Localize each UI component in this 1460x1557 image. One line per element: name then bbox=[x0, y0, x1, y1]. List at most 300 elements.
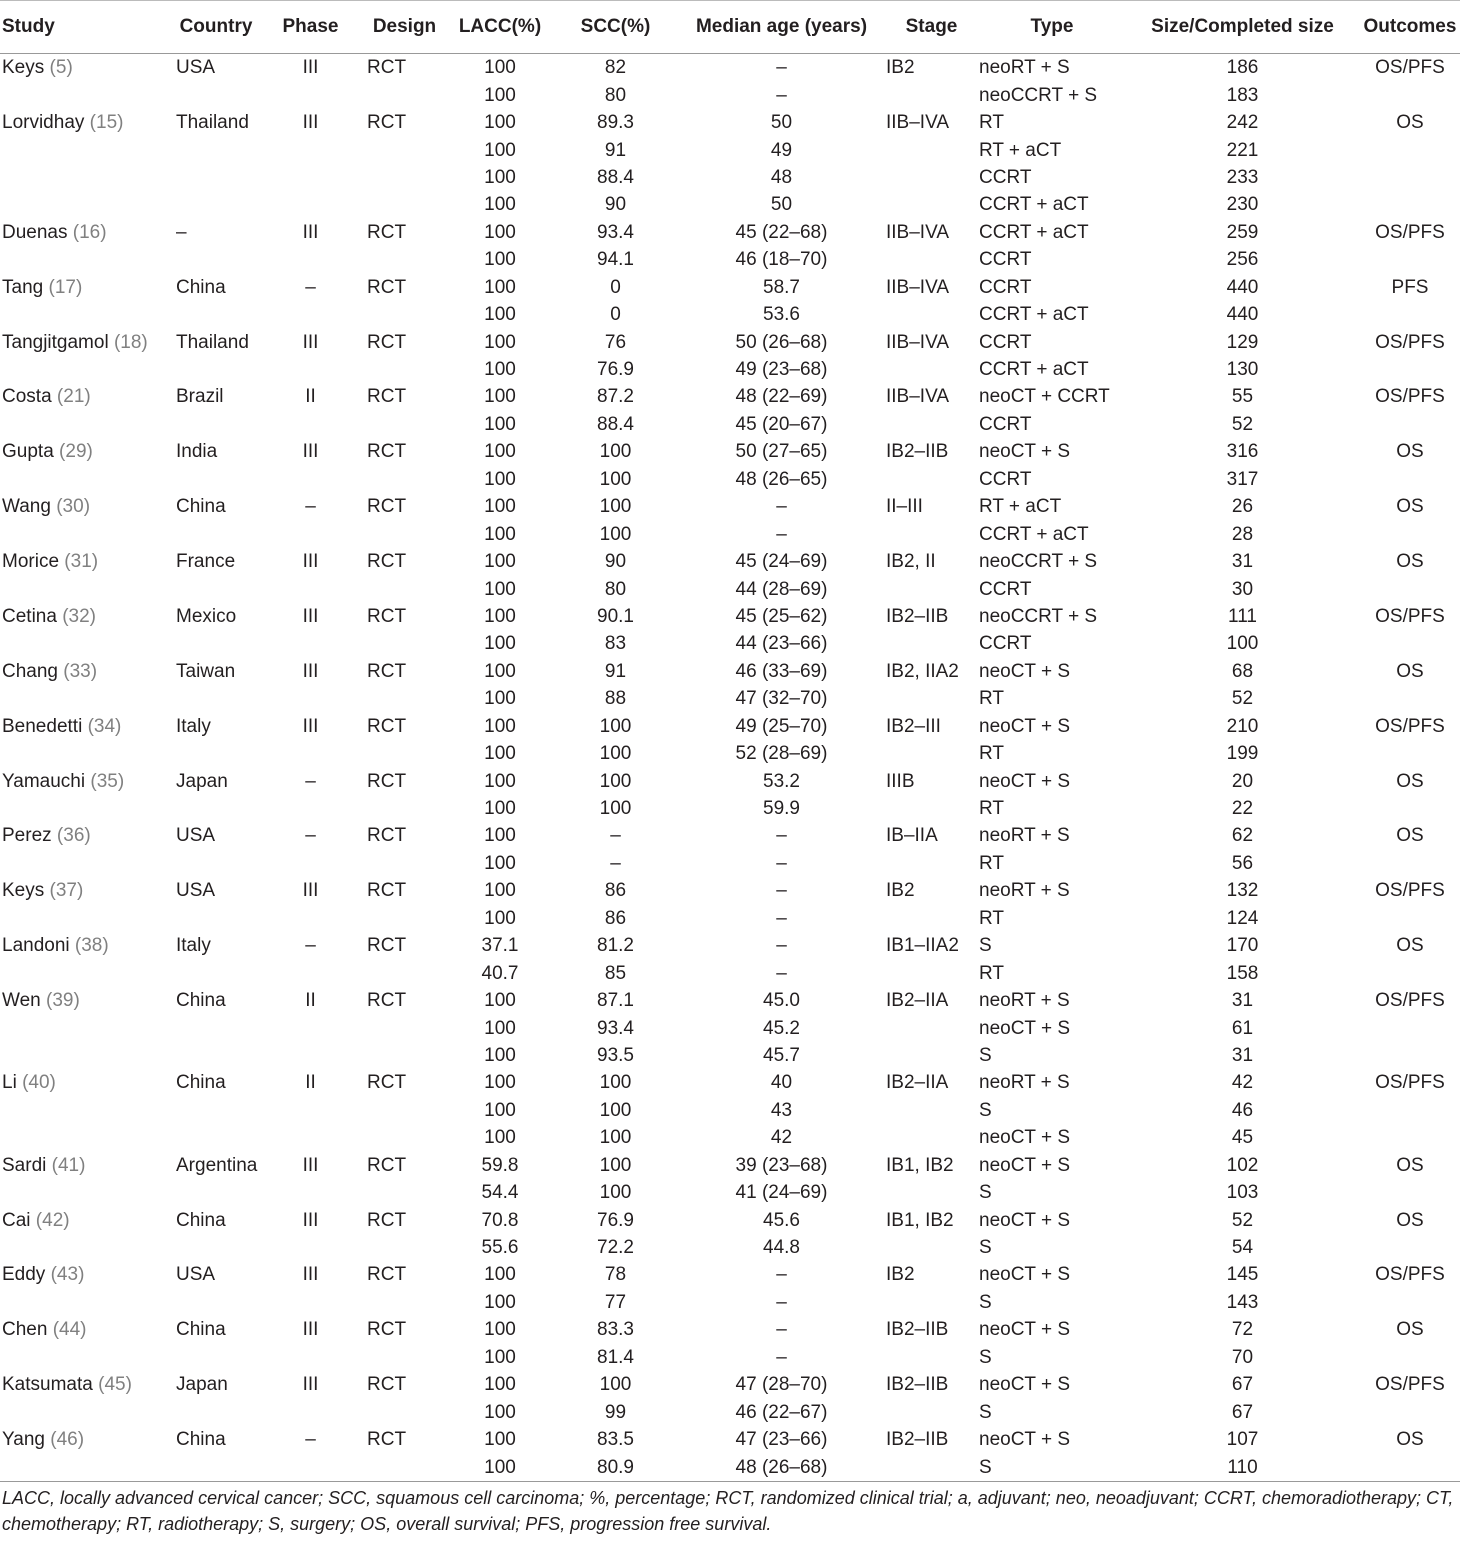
cell-stage bbox=[884, 1289, 979, 1316]
cell-stage bbox=[884, 1179, 979, 1206]
table-row bbox=[0, 274, 1460, 301]
cell-size: 28 bbox=[1231, 523, 1254, 545]
table-header bbox=[0, 1, 1460, 54]
cell-type: RT + aCT bbox=[979, 496, 1062, 518]
cell-stage bbox=[884, 466, 979, 493]
cell-lacc: 100 bbox=[484, 1319, 516, 1341]
cell-type: neoRT + S bbox=[979, 57, 1070, 79]
cell-phase bbox=[260, 520, 361, 547]
cell-outcomes bbox=[1360, 411, 1460, 438]
cell-size: 440 bbox=[1226, 276, 1259, 298]
table-row bbox=[0, 520, 1460, 547]
table-row bbox=[0, 795, 1460, 822]
cell-lacc: 70.8 bbox=[481, 1209, 519, 1231]
cell-median-age: – bbox=[776, 1291, 787, 1313]
cell-study bbox=[0, 548, 172, 575]
study-reference: (39) bbox=[46, 990, 80, 1012]
cell-outcomes bbox=[1360, 1234, 1460, 1261]
cell-scc: 100 bbox=[599, 1154, 632, 1176]
cell-phase bbox=[260, 1344, 361, 1371]
cell-country bbox=[172, 301, 260, 328]
cell-phase bbox=[260, 630, 361, 657]
cell-design: RCT bbox=[367, 331, 407, 353]
cell-type: neoCT + S bbox=[979, 1374, 1071, 1396]
study-name: Cetina bbox=[2, 605, 57, 627]
table-row bbox=[0, 356, 1460, 383]
cell-scc: 77 bbox=[604, 1291, 627, 1313]
cell-design: RCT bbox=[367, 496, 407, 518]
cell-lacc: 100 bbox=[484, 84, 516, 106]
cell-outcomes bbox=[1360, 1453, 1460, 1481]
study-name: Keys bbox=[2, 880, 45, 902]
cell-type: S bbox=[979, 1044, 992, 1066]
cell-size: 67 bbox=[1231, 1374, 1254, 1396]
cell-median-age: 49 (23–68) bbox=[735, 359, 828, 381]
study-reference: (40) bbox=[22, 1072, 56, 1094]
cell-size: 100 bbox=[1226, 633, 1259, 655]
reference-number: 42 bbox=[42, 1209, 64, 1231]
cell-design bbox=[361, 575, 448, 602]
cell-size: 31 bbox=[1231, 990, 1254, 1012]
cell-phase: III bbox=[302, 331, 319, 353]
cell-outcomes: OS/PFS bbox=[1375, 386, 1445, 408]
cell-phase bbox=[260, 191, 361, 218]
header-country: Country bbox=[172, 1, 260, 54]
cell-phase bbox=[260, 959, 361, 986]
cell-median-age: 49 bbox=[770, 139, 793, 161]
cell-phase: III bbox=[302, 1154, 319, 1176]
cell-stage: IB2 bbox=[886, 57, 915, 79]
reference-number: 41 bbox=[57, 1154, 80, 1176]
cell-design: RCT bbox=[367, 990, 407, 1012]
cell-size: 103 bbox=[1226, 1182, 1259, 1204]
cell-lacc: 100 bbox=[484, 441, 516, 463]
cell-median-age: – bbox=[776, 1319, 787, 1341]
cell-type: CCRT bbox=[979, 468, 1032, 490]
cell-country bbox=[172, 1042, 260, 1069]
cell-size: 143 bbox=[1226, 1291, 1259, 1313]
cell-stage bbox=[884, 959, 979, 986]
cell-design bbox=[361, 191, 448, 218]
cell-lacc: 100 bbox=[484, 1374, 516, 1396]
cell-size: 130 bbox=[1226, 359, 1259, 381]
cell-outcomes bbox=[1360, 1097, 1460, 1124]
cell-stage bbox=[884, 1124, 979, 1151]
study-reference: (15) bbox=[89, 112, 124, 134]
cell-type: neoCCRT + S bbox=[979, 551, 1098, 573]
cell-scc: 100 bbox=[599, 1182, 632, 1204]
cell-design: RCT bbox=[367, 551, 407, 573]
cell-type: CCRT bbox=[979, 633, 1032, 655]
cell-scc: – bbox=[610, 825, 621, 847]
cell-stage bbox=[884, 520, 979, 547]
cell-lacc: 100 bbox=[484, 468, 516, 490]
cell-stage bbox=[884, 630, 979, 657]
cell-country bbox=[172, 1453, 260, 1481]
table-row bbox=[0, 1042, 1460, 1069]
cell-median-age: – bbox=[776, 523, 787, 545]
cell-stage bbox=[884, 905, 979, 932]
cell-scc: 100 bbox=[599, 743, 632, 765]
cell-type: RT bbox=[979, 798, 1004, 820]
cell-study bbox=[0, 1289, 172, 1316]
cell-size: 45 bbox=[1231, 1127, 1254, 1149]
table-body bbox=[0, 54, 1460, 1482]
reference-number: 21 bbox=[63, 386, 85, 408]
cell-country bbox=[172, 246, 260, 273]
cell-outcomes bbox=[1360, 575, 1460, 602]
cell-median-age: 44 (23–66) bbox=[735, 633, 828, 655]
cell-design bbox=[361, 1234, 448, 1261]
cell-design bbox=[361, 1014, 448, 1041]
cell-size: 132 bbox=[1226, 880, 1259, 902]
cell-phase bbox=[260, 1289, 361, 1316]
table-row bbox=[0, 493, 1460, 520]
table-row bbox=[0, 877, 1460, 904]
cell-lacc: 100 bbox=[484, 770, 516, 792]
cell-phase: – bbox=[305, 1429, 316, 1451]
cell-type: neoCT + S bbox=[979, 1429, 1071, 1451]
reference-number: 29 bbox=[65, 441, 87, 463]
cell-stage: IB1, IB2 bbox=[886, 1154, 954, 1176]
table-row bbox=[0, 630, 1460, 657]
cell-scc: 76.9 bbox=[597, 359, 634, 381]
cell-outcomes bbox=[1360, 905, 1460, 932]
cell-outcomes bbox=[1360, 740, 1460, 767]
reference-number: 45 bbox=[104, 1374, 126, 1396]
cell-stage: IB2–IIA bbox=[886, 990, 949, 1012]
cell-stage: IB2–III bbox=[886, 715, 941, 737]
cell-median-age: – bbox=[776, 84, 787, 106]
cell-study bbox=[0, 466, 172, 493]
cell-size: 317 bbox=[1226, 468, 1259, 490]
cell-outcomes: OS bbox=[1396, 1429, 1424, 1451]
cell-outcomes bbox=[1360, 630, 1460, 657]
study-reference: (44) bbox=[52, 1319, 87, 1341]
cell-lacc: 100 bbox=[484, 880, 516, 902]
study-name: Wang bbox=[2, 496, 51, 518]
cell-study bbox=[0, 54, 172, 82]
cell-median-age: 47 (28–70) bbox=[735, 1374, 828, 1396]
cell-outcomes bbox=[1360, 1344, 1460, 1371]
cell-design bbox=[361, 1453, 448, 1481]
cell-study bbox=[0, 905, 172, 932]
cell-stage bbox=[884, 1042, 979, 1069]
study-name: Wen bbox=[2, 990, 41, 1012]
table-row bbox=[0, 1152, 1460, 1179]
reference-number: 32 bbox=[68, 605, 90, 627]
cell-stage: IB–IIA bbox=[886, 825, 938, 847]
cell-stage bbox=[884, 1234, 979, 1261]
cell-design: RCT bbox=[367, 1429, 407, 1451]
cell-stage bbox=[884, 575, 979, 602]
cell-stage: IB2–IIA bbox=[886, 1072, 949, 1094]
cell-type: neoCT + S bbox=[979, 1209, 1071, 1231]
cell-outcomes: OS/PFS bbox=[1375, 221, 1445, 243]
cell-size: 20 bbox=[1231, 770, 1254, 792]
cell-median-age: 48 (26–65) bbox=[735, 468, 828, 490]
cell-phase bbox=[260, 905, 361, 932]
cell-size: 259 bbox=[1226, 221, 1259, 243]
cell-size: 70 bbox=[1231, 1346, 1254, 1368]
header-scc: SCC(%) bbox=[552, 1, 679, 54]
cell-size: 107 bbox=[1226, 1429, 1259, 1451]
cell-phase bbox=[260, 164, 361, 191]
header-row bbox=[0, 1, 1460, 54]
study-reference: (21) bbox=[56, 386, 91, 408]
cell-outcomes: OS/PFS bbox=[1375, 1264, 1445, 1286]
cell-country bbox=[172, 959, 260, 986]
cell-median-age: 49 (25–70) bbox=[735, 715, 828, 737]
cell-size: 124 bbox=[1226, 907, 1259, 929]
cell-stage bbox=[884, 136, 979, 163]
cell-design: RCT bbox=[367, 770, 407, 792]
cell-study bbox=[0, 1426, 172, 1453]
cell-type: neoCCRT + S bbox=[979, 84, 1098, 106]
cell-study bbox=[0, 219, 172, 246]
cell-country bbox=[172, 905, 260, 932]
cell-size: 170 bbox=[1226, 935, 1259, 957]
cell-size: 233 bbox=[1226, 166, 1259, 188]
cell-outcomes bbox=[1360, 850, 1460, 877]
cell-size: 56 bbox=[1231, 852, 1254, 874]
cell-study bbox=[0, 274, 172, 301]
cell-median-age: 45.7 bbox=[763, 1044, 800, 1066]
cell-study bbox=[0, 1261, 172, 1288]
study-name: Keys bbox=[2, 57, 45, 79]
cell-design bbox=[361, 466, 448, 493]
cell-lacc: 55.6 bbox=[481, 1237, 519, 1259]
cell-study bbox=[0, 1206, 172, 1233]
cell-lacc: 100 bbox=[484, 1264, 516, 1286]
study-reference: (30) bbox=[56, 496, 91, 518]
table-row bbox=[0, 54, 1460, 82]
header-stage: Stage bbox=[884, 1, 979, 54]
study-reference: (46) bbox=[50, 1429, 85, 1451]
cell-study bbox=[0, 932, 172, 959]
cell-design: RCT bbox=[367, 1264, 407, 1286]
cell-country: Taiwan bbox=[176, 660, 236, 682]
cell-lacc: 100 bbox=[484, 496, 516, 518]
table-row bbox=[0, 383, 1460, 410]
cell-lacc: 100 bbox=[484, 1127, 516, 1149]
reference-number: 30 bbox=[62, 496, 84, 518]
cell-scc: 93.4 bbox=[597, 1017, 634, 1039]
table-row bbox=[0, 1453, 1460, 1481]
cell-phase bbox=[260, 1179, 361, 1206]
cell-median-age: – bbox=[776, 1264, 787, 1286]
cell-stage bbox=[884, 740, 979, 767]
cell-type: CCRT + aCT bbox=[979, 304, 1089, 326]
cell-lacc: 100 bbox=[484, 1099, 516, 1121]
table-row bbox=[0, 1234, 1460, 1261]
cell-phase bbox=[260, 1042, 361, 1069]
cell-scc: 93.4 bbox=[597, 221, 634, 243]
cell-stage: IB2 bbox=[886, 1264, 915, 1286]
cell-type: S bbox=[979, 1237, 992, 1259]
cell-type: S bbox=[979, 1099, 992, 1121]
cell-scc: 85 bbox=[604, 962, 627, 984]
cell-phase bbox=[260, 466, 361, 493]
cell-type: RT bbox=[979, 907, 1004, 929]
table-row bbox=[0, 1289, 1460, 1316]
study-name: Perez bbox=[2, 825, 52, 847]
cell-lacc: 100 bbox=[484, 386, 516, 408]
table-row bbox=[0, 850, 1460, 877]
cell-study bbox=[0, 630, 172, 657]
table-row bbox=[0, 603, 1460, 630]
cell-phase bbox=[260, 685, 361, 712]
cell-outcomes: OS/PFS bbox=[1375, 1374, 1445, 1396]
cell-stage: II–III bbox=[886, 496, 923, 518]
cell-country bbox=[172, 795, 260, 822]
cell-design: RCT bbox=[367, 441, 407, 463]
cell-size: 145 bbox=[1226, 1264, 1259, 1286]
cell-scc: 76 bbox=[604, 331, 627, 353]
cell-median-age: 44.8 bbox=[763, 1237, 800, 1259]
cell-study bbox=[0, 713, 172, 740]
cell-lacc: 100 bbox=[484, 907, 516, 929]
table-row bbox=[0, 246, 1460, 273]
cell-design bbox=[361, 740, 448, 767]
cell-size: 111 bbox=[1228, 605, 1257, 627]
cell-median-age: – bbox=[776, 825, 787, 847]
cell-design bbox=[361, 136, 448, 163]
cell-country bbox=[172, 1344, 260, 1371]
cell-study bbox=[0, 246, 172, 273]
cell-size: 52 bbox=[1231, 413, 1254, 435]
cell-study bbox=[0, 822, 172, 849]
cell-outcomes bbox=[1360, 685, 1460, 712]
cell-lacc: 100 bbox=[484, 578, 516, 600]
cell-country: China bbox=[176, 1209, 226, 1231]
cell-size: 68 bbox=[1231, 660, 1254, 682]
cell-median-age: 47 (23–66) bbox=[735, 1429, 828, 1451]
cell-type: S bbox=[979, 1182, 992, 1204]
cell-scc: 93.5 bbox=[597, 1044, 634, 1066]
table-row bbox=[0, 81, 1460, 108]
cell-country bbox=[172, 164, 260, 191]
cell-study bbox=[0, 1097, 172, 1124]
table-row bbox=[0, 713, 1460, 740]
cell-country: Argentina bbox=[176, 1154, 258, 1176]
cell-outcomes bbox=[1360, 1124, 1460, 1151]
cell-study bbox=[0, 959, 172, 986]
cell-country bbox=[172, 575, 260, 602]
cell-type: neoCT + S bbox=[979, 1264, 1071, 1286]
cell-stage bbox=[884, 81, 979, 108]
cell-country: Italy bbox=[176, 935, 211, 957]
cell-outcomes: OS/PFS bbox=[1375, 331, 1445, 353]
cell-type: neoCT + S bbox=[979, 715, 1071, 737]
table-row bbox=[0, 575, 1460, 602]
cell-stage bbox=[884, 411, 979, 438]
cell-country: Japan bbox=[176, 1374, 228, 1396]
reference-number: 33 bbox=[69, 660, 91, 682]
cell-median-age: 45.0 bbox=[763, 990, 800, 1012]
cell-type: S bbox=[979, 1291, 992, 1313]
cell-outcomes: OS/PFS bbox=[1375, 57, 1445, 79]
cell-scc: 81.2 bbox=[597, 935, 634, 957]
cell-size: 110 bbox=[1125, 1453, 1360, 1481]
cell-design bbox=[361, 1344, 448, 1371]
cell-size: 221 bbox=[1226, 139, 1259, 161]
cell-size: 230 bbox=[1226, 194, 1259, 216]
cell-phase: – bbox=[305, 935, 316, 957]
cell-scc: 100 bbox=[599, 715, 632, 737]
study-reference: (29) bbox=[59, 441, 93, 463]
cell-size: 22 bbox=[1231, 798, 1254, 820]
cell-outcomes: OS bbox=[1396, 112, 1424, 134]
study-reference: (18) bbox=[113, 331, 148, 353]
table-row bbox=[0, 1097, 1460, 1124]
table-row bbox=[0, 1069, 1460, 1096]
study-name: Lorvidhay bbox=[2, 112, 85, 134]
cell-type: CCRT bbox=[979, 166, 1032, 188]
table-row bbox=[0, 822, 1460, 849]
cell-median-age: 46 (22–67) bbox=[735, 1401, 828, 1423]
cell-outcomes bbox=[1360, 1398, 1460, 1425]
cell-type: RT bbox=[979, 852, 1004, 874]
cell-phase bbox=[260, 850, 361, 877]
cell-phase: – bbox=[305, 276, 316, 298]
cell-scc: 100 bbox=[599, 468, 632, 490]
reference-number: 5 bbox=[55, 57, 67, 79]
cell-study bbox=[0, 109, 172, 136]
reference-number: 40 bbox=[28, 1072, 50, 1094]
cell-scc: 83.3 bbox=[597, 1319, 634, 1341]
reference-number: 39 bbox=[52, 990, 74, 1012]
study-name: Landoni bbox=[2, 935, 70, 957]
cell-phase: II bbox=[305, 990, 316, 1012]
cell-design bbox=[361, 411, 448, 438]
cell-design bbox=[361, 301, 448, 328]
study-name: Gupta bbox=[2, 441, 54, 463]
cell-country bbox=[172, 1014, 260, 1041]
table-row bbox=[0, 932, 1460, 959]
cell-phase: III bbox=[302, 221, 319, 243]
cell-study bbox=[0, 987, 172, 1014]
study-name: Tangjitgamol bbox=[2, 331, 109, 353]
table-row bbox=[0, 466, 1460, 493]
cell-median-age: 44 (28–69) bbox=[735, 578, 828, 600]
cell-scc: 0 bbox=[610, 276, 621, 298]
cell-median-age: 48 (22–69) bbox=[735, 386, 828, 408]
cell-outcomes bbox=[1360, 1042, 1460, 1069]
cell-scc: 83 bbox=[604, 633, 627, 655]
cell-country bbox=[172, 411, 260, 438]
cell-type: neoCT + S bbox=[979, 1017, 1071, 1039]
cell-stage bbox=[884, 1344, 979, 1371]
cell-study bbox=[0, 493, 172, 520]
reference-number: 34 bbox=[93, 715, 116, 737]
cell-study bbox=[0, 795, 172, 822]
cell-lacc: 100 bbox=[484, 825, 516, 847]
cell-outcomes: OS bbox=[1396, 496, 1424, 518]
cell-study bbox=[0, 81, 172, 108]
cell-size: 67 bbox=[1231, 1401, 1254, 1423]
cell-lacc: 100 bbox=[484, 1346, 516, 1368]
study-reference: (33) bbox=[63, 660, 98, 682]
cell-scc: 72.2 bbox=[597, 1237, 634, 1259]
cell-outcomes bbox=[1360, 520, 1460, 547]
table-row bbox=[0, 328, 1460, 355]
cell-stage bbox=[884, 1398, 979, 1425]
cell-study bbox=[0, 438, 172, 465]
study-name: Eddy bbox=[2, 1264, 46, 1286]
study-name: Duenas bbox=[2, 221, 68, 243]
cell-size: 46 bbox=[1231, 1099, 1254, 1121]
